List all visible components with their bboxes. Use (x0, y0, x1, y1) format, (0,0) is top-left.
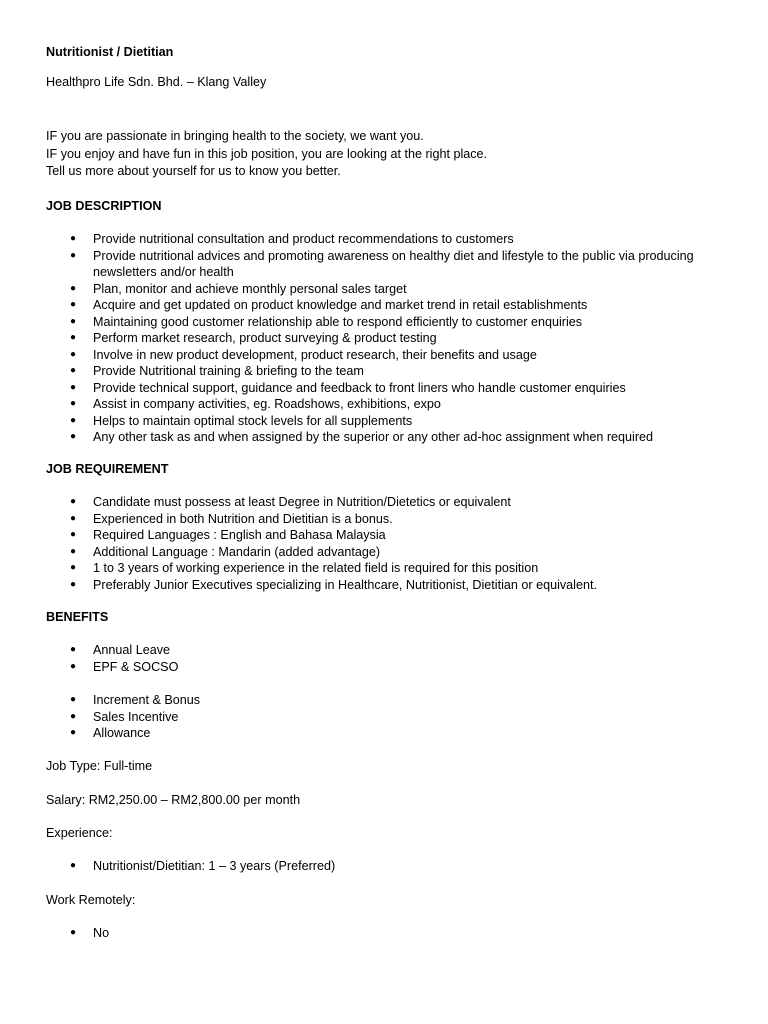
intro-line-1: IF you are passionate in bringing health to the society, we want you. (46, 129, 424, 143)
bullet-icon: ● (70, 348, 77, 360)
benefits-heading: BENEFITS (46, 610, 109, 624)
bullet-icon: ● (70, 431, 77, 442)
list-item: ● Provide technical support, guidance and feedback to front liners who handle customer enquiries (70, 380, 626, 395)
list-item: ● Plan, monitor and achieve monthly personal sales target (70, 281, 407, 296)
list-item: ● Maintaining good customer relationship able to respond efficiently to customer enquiries (70, 314, 583, 329)
intro-line-2: IF you enjoy and have fun in this job position, you are looking at the right place. (46, 147, 488, 161)
bullet-icon: ● (70, 545, 77, 557)
bullet-icon: ● (70, 315, 77, 327)
bullet-icon: ● (70, 365, 77, 376)
list-item: ● Any other task as and when assigned by the superior or any other ad-hoc assignment when required (70, 430, 654, 444)
job-description-list (0, 231, 768, 446)
list-item: ● EPF & SOCSO (70, 659, 179, 674)
bullet-icon: ● (70, 512, 77, 524)
job-requirement-list (0, 494, 768, 593)
work-remotely-label: Work Remotely: (46, 893, 136, 907)
list-item: ● Preferably Junior Executives specializing in Healthcare, Nutritionist, Dietitian or equivalent. (70, 577, 597, 592)
list-item: ● Additional Language : Mandarin (added advantage) (70, 544, 381, 559)
list-item: ● Allowance (70, 726, 151, 740)
bullet-icon: ● (70, 860, 77, 871)
bullet-icon: ● (70, 249, 77, 261)
list-item: ● Perform market research, product surveying & product testing (70, 331, 437, 345)
experience-label: Experience: (46, 826, 113, 840)
benefits-list-1 (0, 642, 768, 675)
job-requirement-heading: JOB REQUIREMENT (46, 462, 169, 476)
job-title: Nutritionist / Dietitian (46, 45, 174, 59)
bullet-icon: ● (70, 529, 77, 540)
bullet-icon: ● (70, 578, 77, 590)
list-item: ● Candidate must possess at least Degree in Nutrition/Dietetics or equivalent (70, 495, 511, 509)
bullet-icon: ● (70, 299, 77, 310)
bullet-icon: ● (70, 381, 77, 393)
company-location: Healthpro Life Sdn. Bhd. – Klang Valley (46, 75, 267, 89)
work-remotely-list (0, 925, 768, 942)
list-item: ● Provide Nutritional training & briefing to the team (70, 364, 364, 378)
bullet-icon: ● (70, 332, 77, 343)
list-item: ● Acquire and get updated on product knowledge and market trend in retail establishments (70, 298, 588, 312)
bullet-icon: ● (70, 398, 77, 409)
bullet-icon: ● (70, 694, 77, 705)
job-type: Job Type: Full-time (46, 759, 153, 773)
job-description-heading: JOB DESCRIPTION (46, 199, 162, 213)
bullet-icon: ● (70, 282, 77, 294)
bullet-icon: ● (70, 496, 77, 507)
list-item: ● No (70, 926, 110, 940)
benefits-list-2 (0, 692, 768, 742)
list-item: ● 1 to 3 years of working experience in the related field is required for this position (70, 561, 539, 575)
list-item: ● Required Languages : English and Bahasa Malaysia (70, 528, 386, 542)
list-item: ● Increment & Bonus (70, 693, 201, 707)
bullet-icon: ● (70, 727, 77, 738)
list-item: ● Annual Leave (70, 643, 171, 657)
bullet-icon: ● (70, 414, 77, 426)
experience-list (0, 858, 768, 875)
list-item: ● Nutritionist/Dietitian: 1 – 3 years (Preferred) (70, 859, 336, 873)
list-item: ● Helps to maintain optimal stock levels for all supplements (70, 413, 413, 428)
bullet-icon: ● (70, 660, 77, 672)
list-item: ● Sales Incentive (70, 709, 179, 724)
bullet-icon: ● (70, 710, 77, 722)
bullet-icon: ● (70, 927, 77, 938)
bullet-icon: ● (70, 562, 77, 573)
list-item: ● Assist in company activities, eg. Roadshows, exhibitions, expo (70, 397, 441, 411)
bullet-icon: ● (70, 233, 77, 244)
list-item: ● Provide nutritional consultation and product recommendations to customers (70, 232, 514, 246)
bullet-icon: ● (70, 644, 77, 655)
list-item: ● Provide nutritional advices and promoting awareness on healthy diet and lifestyle to the public via producing newsletters and/or health (70, 248, 694, 279)
salary: Salary: RM2,250.00 – RM2,800.00 per month (46, 793, 301, 807)
intro-line-3: Tell us more about yourself for us to know you better. (46, 164, 341, 178)
list-item: ● Involve in new product development, product research, their benefits and usage (70, 347, 537, 362)
list-item: ● Experienced in both Nutrition and Dietitian is a bonus. (70, 511, 393, 526)
